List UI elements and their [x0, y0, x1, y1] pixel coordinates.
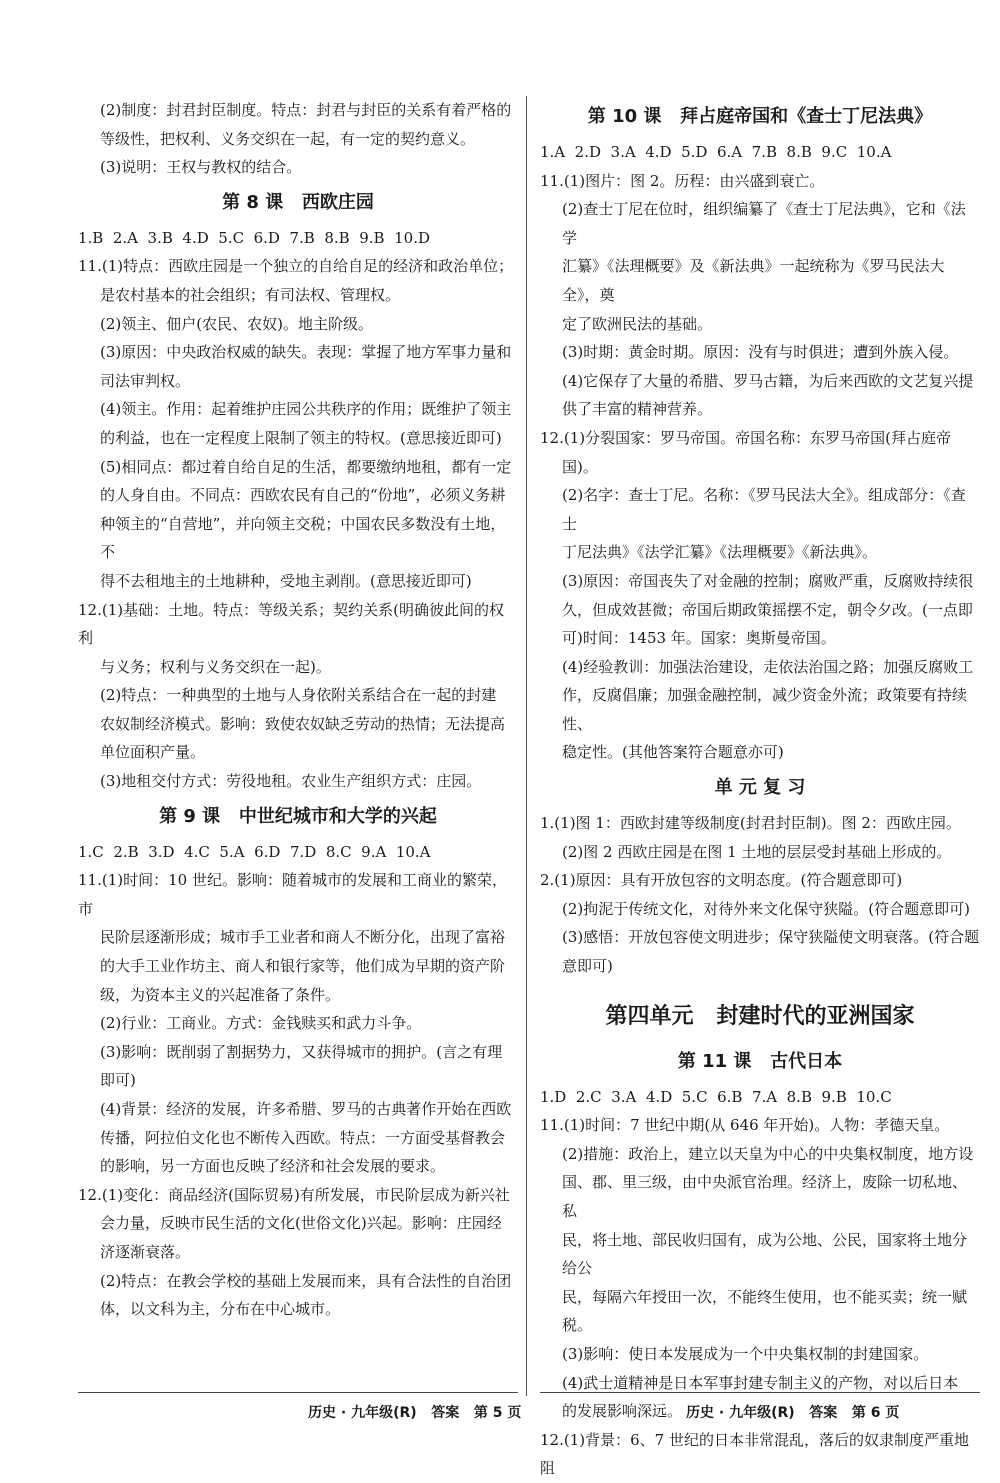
answer-line: 的影响，另一方面也反映了经济和社会发展的要求。: [100, 1157, 446, 1176]
answer-line: 得不去租地主的土地耕种，受地主剥削。(意思接近即可): [100, 571, 472, 590]
answer-line: 单位面积产量。: [100, 743, 206, 762]
answer-line: (4)经验教训：加强法治建设，走依法治国之路；加强反腐败工: [562, 657, 974, 676]
answer-line: 与义务；权利与义务交织在一起)。: [100, 657, 331, 676]
answer-line: 种领主的“自营地”，并向领主交税；中国农民多数没有土地，不: [100, 514, 506, 562]
answer-line: 民，将土地、部民收归国有，成为公地、公民，国家将土地分给公: [562, 1230, 968, 1278]
lesson-heading: 单 元 复 习: [714, 777, 806, 799]
lesson-heading: 第 9 课 中世纪城市和大学的兴起: [159, 805, 437, 827]
answer-line: 等级性，把权利、义务交织在一起，有一定的契约意义。: [100, 129, 476, 148]
answer-line: (2)特点：一种典型的土地与人身依附关系结合在一起的封建: [100, 686, 497, 705]
answer-line: (3)原因：帝国丧失了对金融的控制；腐败严重，反腐败持续很: [562, 571, 974, 590]
answer-line: (4)背景：经济的发展，许多希腊、罗马的古典著作开始在西欧: [100, 1100, 512, 1118]
answer-line: 传播，阿拉伯文化也不断传入西欧。特点：一方面受基督教会: [100, 1128, 506, 1147]
answer-line: 1.C 2.B 3.D 4.C 5.A 6.D 7.D 8.C 9.A 10.A: [78, 842, 431, 861]
answer-line: 丁尼法典》《法学汇纂》《法理概要》《新法典》。: [562, 543, 878, 562]
answer-line: (2)措施：政治上，建立以天皇为中心的中央集权制度，地方设: [562, 1144, 974, 1163]
answer-line: 11.(1)特点：西欧庄园是一个独立的自给自足的经济和政治单位；: [78, 257, 514, 276]
answer-line: (3)说明：王权与教权的结合。: [100, 158, 302, 177]
answer-line: 1.A 2.D 3.A 4.D 5.D 6.A 7.B 8.B 9.C 10.A: [540, 143, 892, 161]
answer-line: 国、郡、里三级，由中央派官治理。经济上，废除一切私地、私: [562, 1173, 968, 1220]
answer-line: 民阶层逐渐形成；城市手工业者和商人不断分化，出现了富裕: [100, 928, 506, 947]
footer-rule-right: [540, 1392, 980, 1393]
left-answer-column: [78, 96, 518, 1324]
answer-line: 体，以文科为主，分布在中心城市。: [100, 1300, 341, 1319]
answer-line: (4)武士道精神是日本军事封建专制主义的产物，对以后日本: [562, 1373, 959, 1392]
answer-line: 民，每隔六年授田一次，不能终生使用，也不能买卖；统一赋税。: [562, 1287, 968, 1335]
answer-line: 久，但成效甚微；帝国后期政策摇摆不定，朝令夕改。(一点即: [562, 600, 973, 619]
answer-line: 2.(1)原因：具有开放包容的文明态度。(符合题意即可): [540, 871, 903, 890]
lesson-heading: 第 8 课 西欧庄园: [222, 191, 374, 213]
page-footer-right: 历史 · 九年级(R) 答案 第 6 页: [686, 1405, 900, 1421]
answer-line: 汇纂》《法理概要》及《新法典》一起统称为《罗马民法大全》，奠: [562, 257, 945, 304]
answer-line: 1.B 2.A 3.B 4.D 5.C 6.D 7.B 8.B 9.B 10.D: [78, 228, 430, 247]
answer-line: (5)相同点：都过着自给自足的生活，都要缴纳地租，都有一定: [100, 457, 512, 476]
answer-line: 供了丰富的精神营养。: [562, 400, 713, 419]
answer-line: 12.(1)基础：土地。特点：等级关系；契约关系(明确彼此间的权利: [78, 600, 504, 648]
answer-line: (3)地租交付方式：劳役地租。农业生产组织方式：庄园。: [100, 772, 482, 791]
answer-line: (2)行业：工商业。方式：金钱赎买和武力斗争。: [100, 1014, 422, 1033]
page-footer-left: 历史 · 九年级(R) 答案 第 5 页: [308, 1405, 522, 1421]
answer-line: 意即可): [562, 957, 613, 976]
answer-line: 是农村基本的社会组织；有司法权、管理权。: [100, 285, 401, 304]
column-divider: [526, 96, 527, 1396]
answer-line: 稳定性。(其他答案符合题意亦可): [562, 743, 784, 762]
answer-line: (4)它保存了大量的希腊、罗马古籍，为后来西欧的文艺复兴提: [562, 371, 974, 390]
answer-line: 司法审判权。: [100, 371, 191, 390]
answer-line: 的人身自由。不同点：西欧农民有自己的“份地”，必须义务耕: [100, 486, 506, 505]
answer-line: 12.(1)分裂国家：罗马帝国。帝国名称：东罗马帝国(拜占庭帝: [540, 428, 951, 447]
answer-line: 国)。: [562, 457, 598, 476]
right-answer-column: [540, 96, 980, 1483]
answer-line: (2)制度：封君封臣制度。特点：封君与封臣的关系有着严格的: [100, 101, 512, 119]
answer-line: (3)时期：黄金时期。原因：没有与时俱进；遭到外族入侵。: [562, 343, 959, 362]
answer-line: 的发展影响深远。: [562, 1402, 683, 1421]
lesson-heading: 第 11 课 古代日本: [677, 1050, 843, 1072]
answer-line: 作，反腐倡廉；加强金融控制，减少资金外流；政策要有持续性、: [562, 686, 968, 733]
answer-line: (3)影响：使日本发展成为一个中央集权制的封建国家。: [562, 1344, 929, 1363]
unit-heading: 第四单元 封建时代的亚洲国家: [605, 1003, 915, 1029]
answer-line: 会力量，反映市民生活的文化(世俗文化)兴起。影响：庄园经: [100, 1214, 502, 1233]
answer-line: 即可): [100, 1071, 136, 1090]
answer-line: 1.(1)图 1：西欧封建等级制度(封君封臣制)。图 2：西欧庄园。: [540, 814, 961, 833]
answer-line: 1.D 2.C 3.A 4.D 5.C 6.B 7.A 8.B 9.B 10.C: [540, 1087, 892, 1106]
answer-line: 农奴制经济模式。影响：致使农奴缺乏劳动的热情；无法提高: [100, 714, 506, 733]
footer-rule-left: [78, 1392, 518, 1393]
answer-line: (2)拘泥于传统文化，对待外来文化保守狭隘。(符合题意即可): [562, 899, 970, 918]
answer-line: (2)图 2 西欧庄园是在图 1 土地的层层受封基础上形成的。: [562, 842, 952, 861]
answer-line: 的大手工业作坊主、商人和银行家等，他们成为早期的资产阶: [100, 957, 506, 976]
answer-line: 12.(1)变化：商品经济(国际贸易)有所发展，市民阶层成为新兴社: [78, 1185, 510, 1204]
answer-line: (2)领主、佃户(农民、农奴)。地主阶级。: [100, 314, 373, 333]
answer-line: (2)名字：查士丁尼。名称：《罗马民法大全》。组成部分：《查士: [562, 486, 966, 533]
answer-line: 的利益，也在一定程度上限制了领主的特权。(意思接近即可): [100, 428, 502, 447]
answer-line: 11.(1)图片：图 2。历程：由兴盛到衰亡。: [540, 171, 825, 190]
answer-line: 定了欧洲民法的基础。: [562, 314, 713, 333]
answer-line: 级，为资本主义的兴起准备了条件。: [100, 985, 341, 1004]
answer-line: 11.(1)时间：10 世纪。影响：随着城市的发展和工商业的繁荣，市: [78, 871, 507, 918]
answer-line: (3)原因：中央政治权威的缺失。表现：掌握了地方军事力量和: [100, 343, 512, 362]
answer-line: (3)感悟：开放包容使文明进步；保守狭隘使文明衰落。(符合题: [562, 928, 980, 947]
answer-line: 11.(1)时间：7 世纪中期(从 646 年开始)。人物：孝德天皇。: [540, 1116, 950, 1135]
answer-line: (3)影响：既削弱了割据势力，又获得城市的拥护。(言之有理: [100, 1042, 503, 1061]
answer-line: 12.(1)背景：6、7 世纪的日本非常混乱，落后的奴隶制度严重地阻: [540, 1430, 969, 1478]
answer-line: (2)特点：在教会学校的基础上发展而来，具有合法性的自治团: [100, 1271, 512, 1290]
answer-line: (4)领主。作用：起着维护庄园公共秩序的作用；既维护了领主: [100, 400, 512, 419]
lesson-heading: 第 10 课 拜占庭帝国和《查士丁尼法典》: [587, 106, 933, 127]
answer-line: 济逐渐衰落。: [100, 1242, 191, 1261]
answer-line: 可)时间：1453 年。国家：奥斯曼帝国。: [562, 629, 836, 648]
answer-line: (2)查士丁尼在位时，组织编纂了《查士丁尼法典》，它和《法学: [562, 200, 966, 247]
